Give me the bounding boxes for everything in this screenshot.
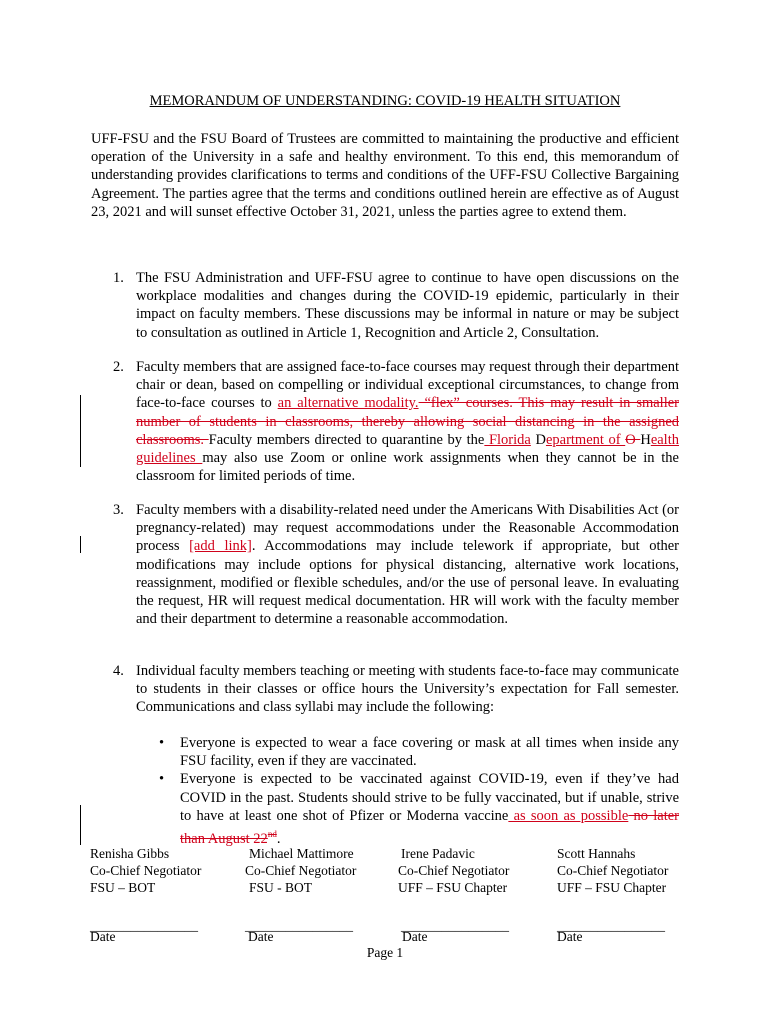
- item-text: Faculty members that are assigned face-to-face courses may request through their department chair or dean, based on compelling or individual exceptional circumstances, to change from face-to-face courses to an alternative modality. “flex” courses. This may result in smaller number of students in classrooms, thereby allowing social distancing in the assigned classrooms. Faculty members directed to quarantine by the Florida Department of O Health guidelines may also use Zoom or online work assignments when they cannot be in the classroom for limited periods of time.: [136, 359, 679, 485]
- date-label: Date: [402, 929, 428, 944]
- deleted-text: “flex” courses. This may result in smaller number of students in classrooms, thereby allowing social distancing in the assigned classrooms.: [136, 395, 679, 448]
- inserted-text: ealth: [650, 431, 679, 448]
- signatory-org: FSU - BOT: [249, 880, 313, 895]
- signatory-role: Co-Chief Negotiator: [398, 863, 510, 878]
- deleted-text: no later than August 22: [180, 807, 680, 847]
- signatory-block: [557, 845, 668, 896]
- signature-line: ________________: [245, 918, 353, 933]
- inserted-text: Florida: [484, 431, 531, 448]
- bullet-item: • Everyone is expected to wear a face covering or mask at all times when inside any FSU facility, even if they are vaccinated.: [159, 735, 679, 770]
- signatory-block: [398, 845, 509, 896]
- inserted-text: epartment of: [545, 431, 626, 448]
- item-text: Individual faculty members teaching or meeting with students face-to-face may communicate to students in their classes or office hours the University’s expectation for Fall semester. Communications and class syllabi may include the following:: [136, 663, 679, 716]
- signatory-role: Co-Chief Negotiator: [245, 863, 357, 878]
- deleted-text: O: [625, 431, 641, 448]
- signatory-org: UFF – FSU Chapter: [557, 880, 667, 895]
- signatory-name: Renisha Gibbs: [90, 846, 170, 861]
- date-label: Date: [90, 929, 116, 944]
- item-text: Faculty members with a disability-related need under the Americans With Disabilities Act (or pregnancy-related) may request accommodations under the Reasonable Accommodation process [add link]. Accommodations may include telework if appropriate, but other modifications may include options for physical distancing, alternative work locations, reassignment, modified or flexible schedules, and/or the use of personal leave. In evaluating the request, HR will request medical documentation. HR will work with the faculty member and their department to determine a reasonable accommodation.: [136, 502, 679, 628]
- item-text: The FSU Administration and UFF-FSU agree to continue to have open discussions on the workplace modalities and changes during the COVID-19 epidemic, particularly in their impact on faculty members. These discussions may be informal in nature or may be subject to consultation as outlined in Article 1, Recognition and Article 2, Consultation.: [136, 270, 679, 341]
- signatory-block: [245, 845, 356, 896]
- change-bar: [80, 395, 81, 467]
- inserted-text: guidelines: [136, 450, 203, 467]
- signatory-block: [90, 845, 201, 896]
- signatory-org: UFF – FSU Chapter: [398, 880, 508, 895]
- signatory-role: Co-Chief Negotiator: [557, 863, 669, 878]
- inserted-text: an alternative modality.: [277, 395, 419, 412]
- signature-line: ________________: [90, 918, 198, 933]
- signatory-role: Co-Chief Negotiator: [90, 863, 202, 878]
- item-number: 3.: [113, 502, 124, 518]
- inserted-text: [add link]: [189, 538, 252, 555]
- date-label: Date: [248, 929, 274, 944]
- page-number: Page 1: [366, 945, 404, 960]
- page-title: MEMORANDUM OF UNDERSTANDING: COVID-19 HEALTH SITUATION: [149, 93, 621, 109]
- item-number: 1.: [113, 270, 124, 286]
- item-number: 4.: [113, 663, 124, 679]
- signatory-name: Michael Mattimore: [249, 846, 354, 861]
- item-number: 2.: [113, 359, 124, 375]
- bullet-list: [155, 734, 679, 848]
- signatory-name: Scott Hannahs: [557, 846, 636, 861]
- signature-line: ________________: [557, 918, 665, 933]
- deleted-text: nd: [267, 829, 277, 840]
- signatory-name: Irene Padavic: [401, 846, 475, 861]
- signature-line: ________________: [401, 918, 509, 933]
- change-bar: [80, 805, 81, 845]
- bullet-item: • Everyone is expected to be vaccinated against COVID-19, even if they’ve had COVID in the past. Students should strive to be fully vaccinated, but if unable, strive to have at least one shot of Pfizer or Moderna vaccine as soon as possible no later than August 22nd.: [159, 771, 680, 847]
- bullet-icon: •: [159, 735, 165, 751]
- bullet-icon: •: [159, 771, 165, 788]
- date-label: Date: [557, 929, 583, 944]
- signatory-org: FSU – BOT: [90, 880, 156, 895]
- intro-paragraph: UFF-FSU and the FSU Board of Trustees are committed to maintaining the productive and efficient operation of the University in a safe and healthy environment. To this end, this memorandum of understanding provides clarifications to terms and conditions of the UFF-FSU Collective Bargaining Agreement. The parties agree that the terms and conditions outlined herein are effective as of August 23, 2021 and will sunset effective October 31, 2021, unless the parties agree to extend them.: [91, 131, 679, 220]
- inserted-text: as soon as possible: [508, 807, 629, 824]
- change-bar: [80, 536, 81, 553]
